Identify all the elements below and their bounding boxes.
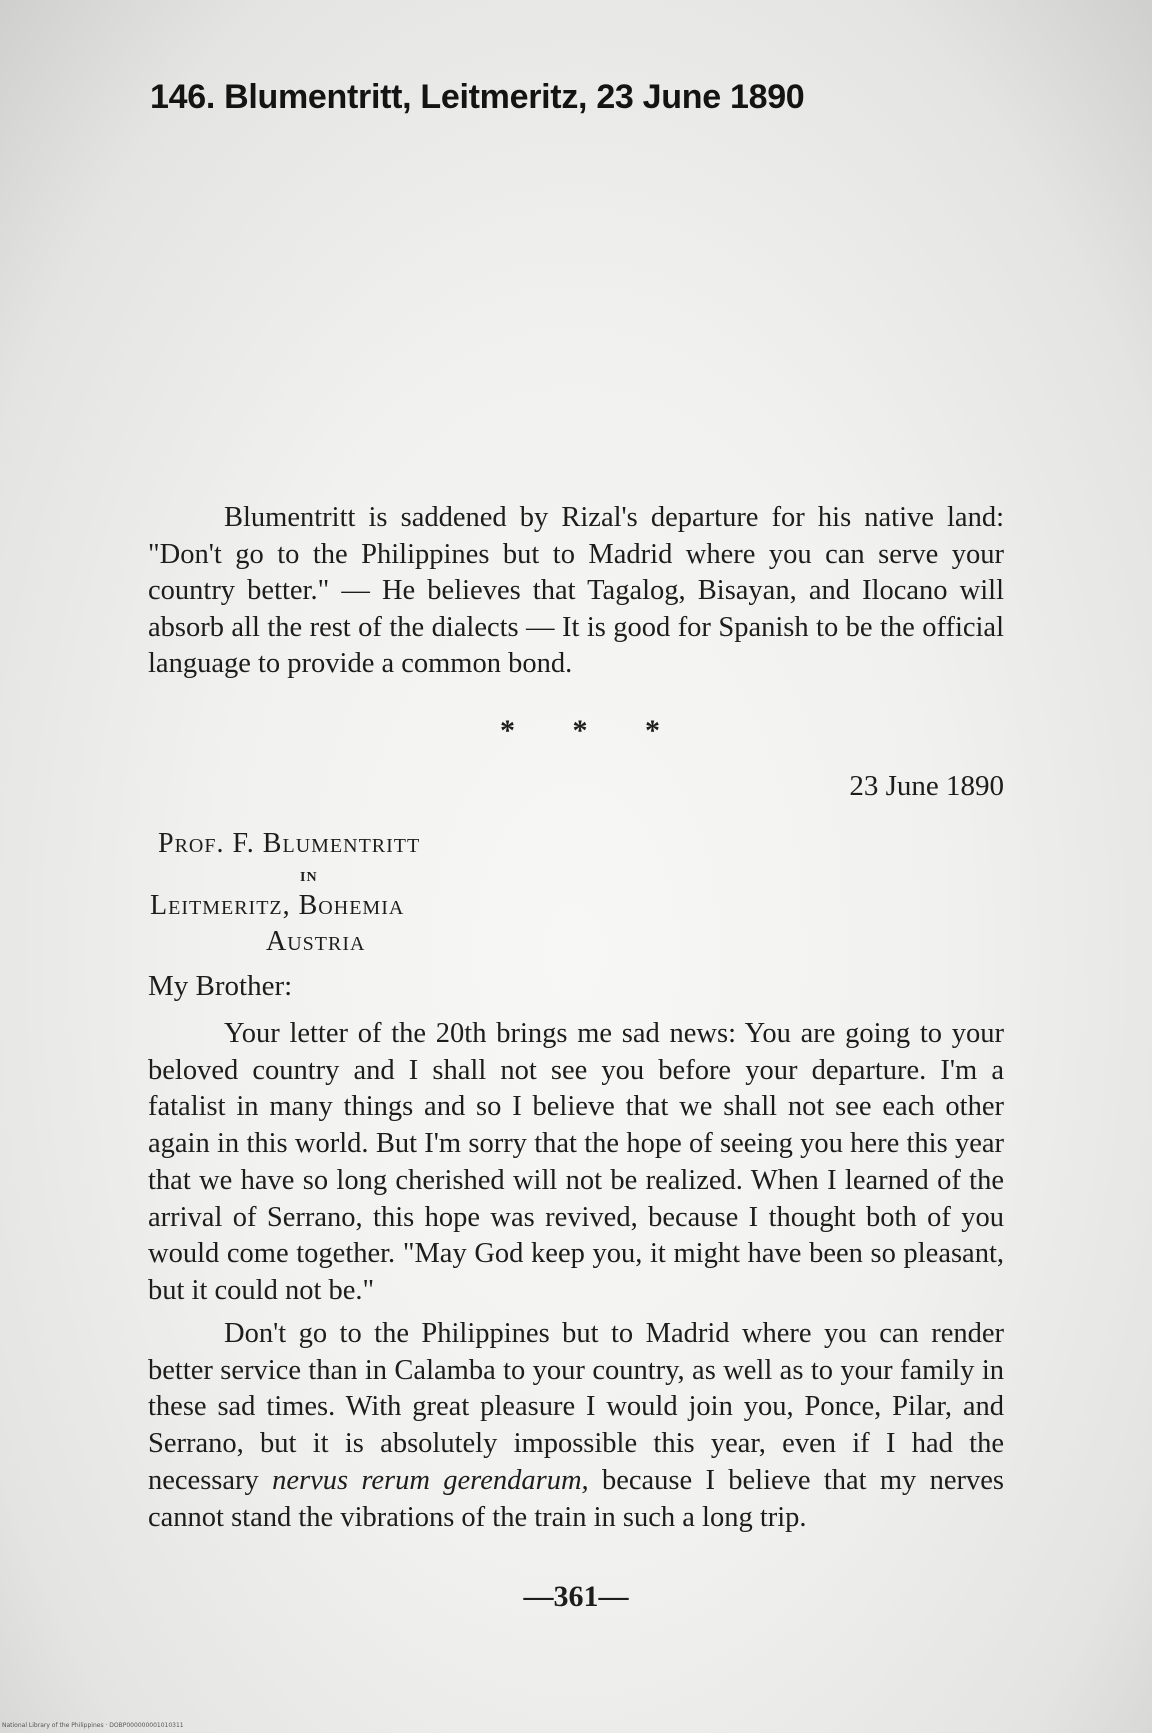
separator-star: *: [500, 714, 515, 747]
latin-phrase: nervus rerum gerendarum,: [272, 1464, 589, 1496]
page-number: —361—: [523, 1580, 629, 1613]
address-line-name: Prof. F. Blumentritt: [158, 828, 421, 859]
letter-date: 23 June 1890: [849, 770, 1004, 802]
address-line-city: Leitmeritz, Bohemia: [150, 890, 405, 921]
letter-salutation: My Brother:: [148, 970, 293, 1002]
paragraph-2-text-start: Don't go to the Philippines but to Madrid where you can render better service than in Calamba to your country, as well as to your family in these sad times. With great pleasure I would join you, Ponce, Pilar, and Serrano, but it is absolutely impossible this year, even if I had the necessary: [148, 1318, 1004, 1496]
address-line-in: in: [300, 864, 318, 886]
letter-paragraph-2: [148, 1316, 1004, 1536]
paragraph-2-text-end: because I believe that my nerves cannot stand the vibrations of the train in such a long trip.: [148, 1464, 1004, 1533]
address-line-country: Austria: [266, 926, 366, 957]
letter-paragraph-1: Your letter of the 20th brings me sad news: You are going to your beloved country and I shall not see you before your departure. I'm a fatalist in many things and so I believe that we shall not see each other again in this world. But I'm sorry that the hope of seeing you here this year that we have so long cherished will not be realized. When I learned of the arrival of Serrano, this hope was revived, because I thought both of you would come together. "May God keep you, it might have been so pleasant, but it could not be.": [148, 1018, 1004, 1306]
letter-summary: Blumentritt is saddened by Rizal's departure for his native land: "Don't go to the Philippines but to Madrid where you can serve your country better." — He believes that Tagalog, Bisayan, and Ilocano will absorb all the rest of the dialects — It is good for Spanish to be the official language to provide a common bond.: [148, 502, 1004, 679]
separator-star: *: [572, 714, 588, 747]
section-separator: [500, 714, 660, 748]
scan-footer-note: National Library of the Philippines · DOBP000000001010311: [2, 1722, 184, 1729]
separator-star: *: [645, 714, 660, 747]
letter-title: 146. Blumentritt, Leitmeritz, 23 June 1890: [150, 78, 805, 116]
